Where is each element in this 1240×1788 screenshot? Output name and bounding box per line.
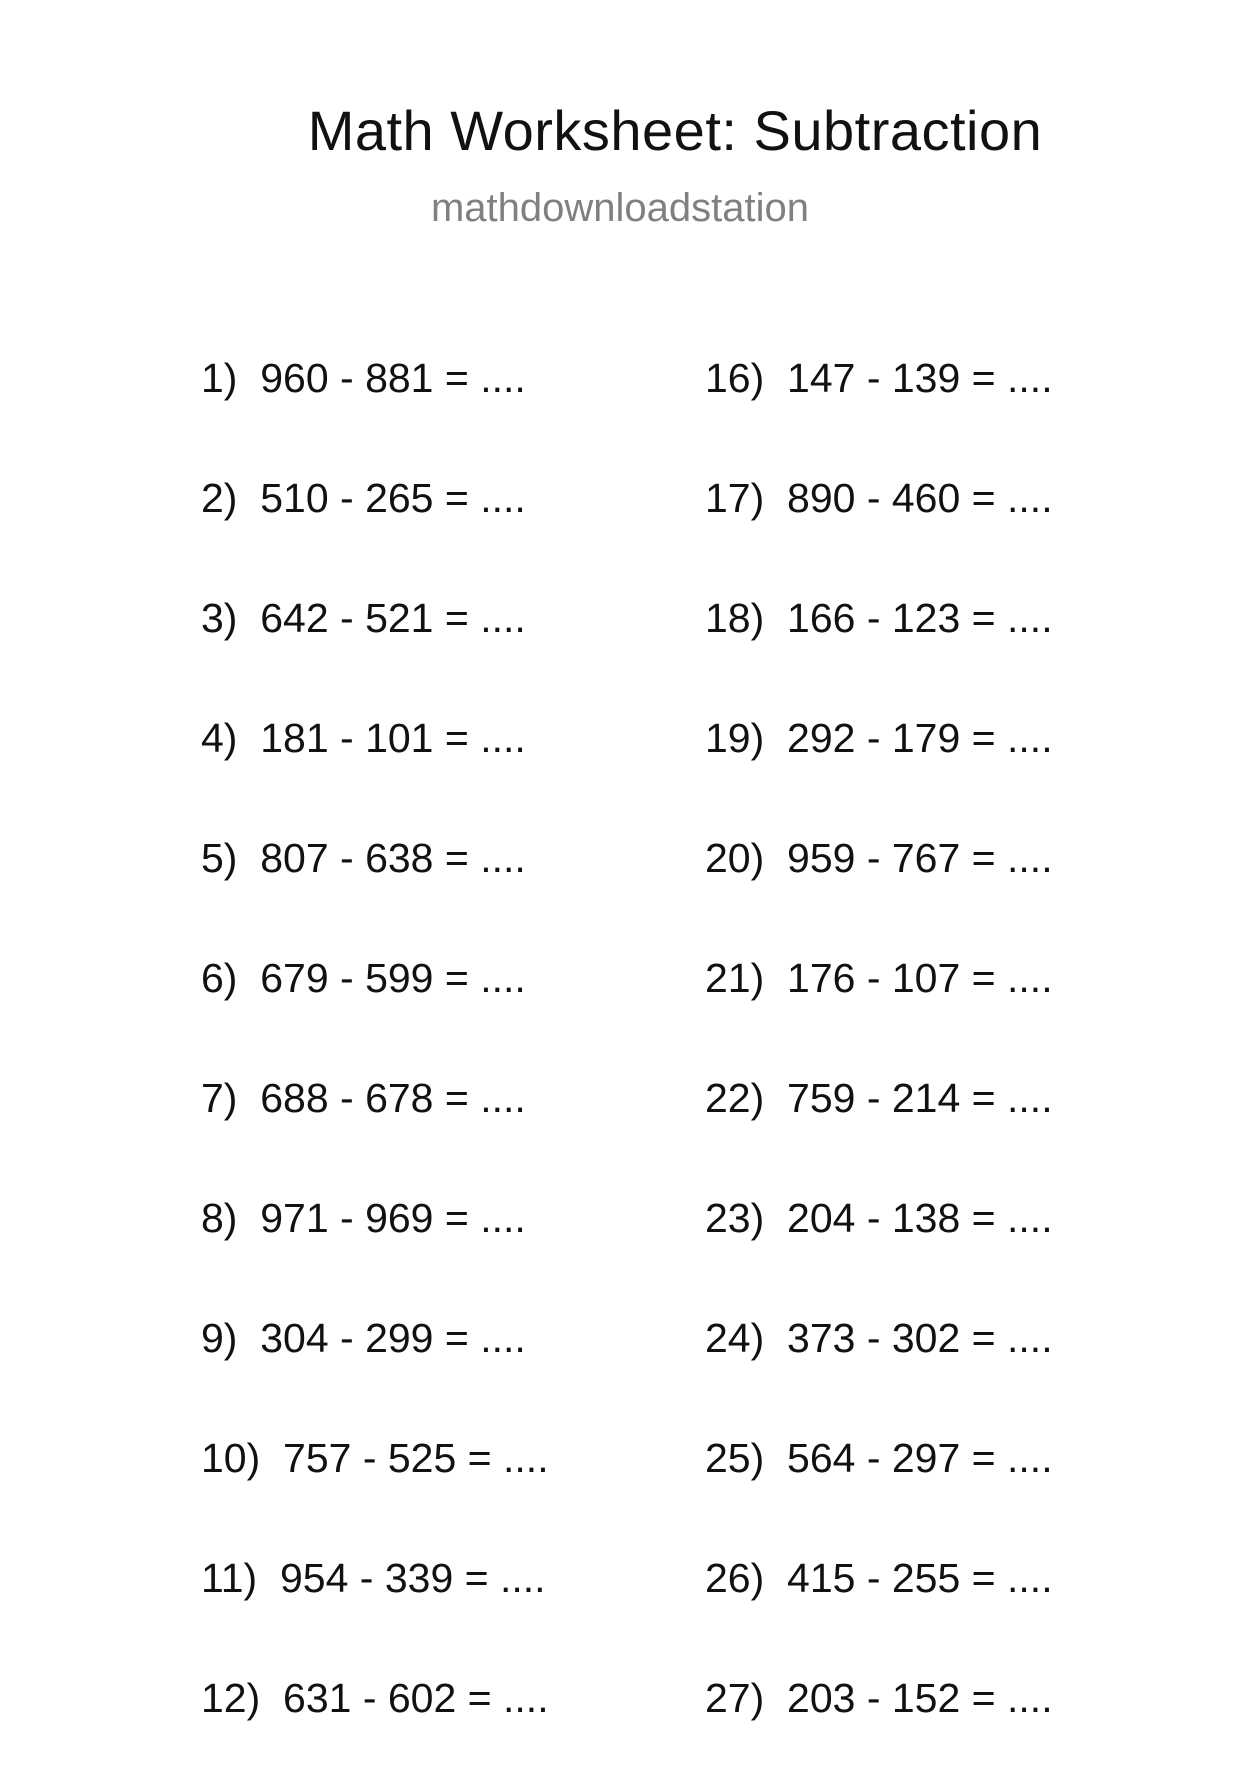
problem-item: 23) 204 - 138 = ....	[705, 1195, 1053, 1241]
worksheet-subtitle: mathdownloadstation	[430, 186, 810, 230]
problem-item: 11) 954 - 339 = ....	[201, 1555, 546, 1601]
problem-item: 22) 759 - 214 = ....	[705, 1075, 1053, 1121]
problem-item: 9) 304 - 299 = ....	[201, 1315, 526, 1361]
problem-item: 7) 688 - 678 = ....	[201, 1075, 526, 1121]
problem-item: 20) 959 - 767 = ....	[705, 835, 1053, 881]
worksheet-title: Math Worksheet: Subtraction	[307, 99, 1043, 162]
problem-item: 10) 757 - 525 = ....	[201, 1435, 549, 1481]
problem-item: 8) 971 - 969 = ....	[201, 1195, 526, 1241]
problem-item: 27) 203 - 152 = ....	[705, 1675, 1053, 1721]
problem-item: 12) 631 - 602 = ....	[201, 1675, 549, 1721]
problem-column-left	[201, 348, 549, 1788]
problem-item: 6) 679 - 599 = ....	[201, 955, 526, 1001]
problem-item: 16) 147 - 139 = ....	[705, 355, 1053, 401]
problem-item: 1) 960 - 881 = ....	[201, 355, 526, 401]
problem-item: 24) 373 - 302 = ....	[705, 1315, 1053, 1361]
problem-item: 21) 176 - 107 = ....	[705, 955, 1053, 1001]
problem-item: 2) 510 - 265 = ....	[201, 475, 526, 521]
problem-item: 3) 642 - 521 = ....	[201, 595, 526, 641]
problem-item: 17) 890 - 460 = ....	[705, 475, 1053, 521]
problem-item: 19) 292 - 179 = ....	[705, 715, 1053, 761]
problem-item: 5) 807 - 638 = ....	[201, 835, 526, 881]
problem-item: 4) 181 - 101 = ....	[201, 715, 526, 761]
problem-column-right	[705, 348, 1053, 1788]
problem-item: 18) 166 - 123 = ....	[705, 595, 1053, 641]
problem-item: 25) 564 - 297 = ....	[705, 1435, 1053, 1481]
problem-item: 26) 415 - 255 = ....	[705, 1555, 1053, 1601]
